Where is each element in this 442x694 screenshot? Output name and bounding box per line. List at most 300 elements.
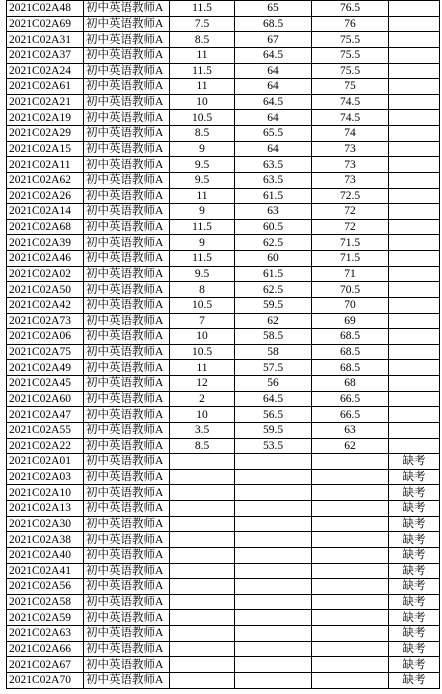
note-cell: 缺考 [389, 594, 440, 610]
score-b-cell: 59.5 [235, 422, 312, 438]
note-cell: 缺考 [389, 516, 440, 532]
table-row [7, 610, 440, 626]
position-cell: 初中英语教师A [84, 63, 170, 79]
score-b-cell: 64 [235, 79, 312, 95]
score-b-cell [235, 454, 312, 470]
score-a-cell [170, 516, 235, 532]
total-score-cell: 71.5 [312, 235, 389, 251]
score-b-cell: 64.5 [235, 391, 312, 407]
position-cell: 初中英语教师A [84, 391, 170, 407]
note-cell [389, 204, 440, 220]
note-cell [389, 1, 440, 17]
score-a-cell: 10 [170, 329, 235, 345]
candidate-id-cell: 2021C02A29 [7, 126, 84, 142]
table-row [7, 547, 440, 563]
candidate-id-cell: 2021C02A58 [7, 594, 84, 610]
score-a-cell [170, 501, 235, 517]
score-a-cell: 2 [170, 391, 235, 407]
score-b-cell [235, 547, 312, 563]
candidate-id-cell: 2021C02A60 [7, 391, 84, 407]
candidate-id-cell: 2021C02A30 [7, 516, 84, 532]
candidate-id-cell: 2021C02A45 [7, 376, 84, 392]
score-a-cell: 7.5 [170, 16, 235, 32]
score-a-cell [170, 563, 235, 579]
score-a-cell [170, 454, 235, 470]
total-score-cell: 68.5 [312, 344, 389, 360]
position-cell: 初中英语教师A [84, 501, 170, 517]
score-a-cell: 9 [170, 141, 235, 157]
total-score-cell: 75.5 [312, 47, 389, 63]
note-cell [389, 172, 440, 188]
score-a-cell: 11.5 [170, 251, 235, 267]
position-cell: 初中英语教师A [84, 313, 170, 329]
total-score-cell: 66.5 [312, 407, 389, 423]
position-cell: 初中英语教师A [84, 454, 170, 470]
total-score-cell [312, 563, 389, 579]
total-score-cell [312, 579, 389, 595]
note-cell: 缺考 [389, 532, 440, 548]
total-score-cell: 70.5 [312, 282, 389, 298]
total-score-cell: 71.5 [312, 251, 389, 267]
table-row [7, 251, 440, 267]
note-cell: 缺考 [389, 501, 440, 517]
candidate-id-cell: 2021C02A66 [7, 641, 84, 657]
note-cell [389, 32, 440, 48]
note-cell [389, 47, 440, 63]
position-cell: 初中英语教师A [84, 641, 170, 657]
total-score-cell: 73 [312, 157, 389, 173]
note-cell [389, 407, 440, 423]
table-row [7, 266, 440, 282]
score-a-cell: 12 [170, 376, 235, 392]
score-a-cell: 9.5 [170, 266, 235, 282]
table-row [7, 672, 440, 688]
score-b-cell [235, 501, 312, 517]
total-score-cell: 74 [312, 126, 389, 142]
position-cell: 初中英语教师A [84, 297, 170, 313]
score-b-cell: 64 [235, 141, 312, 157]
position-cell: 初中英语教师A [84, 532, 170, 548]
note-cell [389, 16, 440, 32]
score-b-cell [235, 532, 312, 548]
table-row [7, 282, 440, 298]
position-cell: 初中英语教师A [84, 407, 170, 423]
total-score-cell: 75 [312, 79, 389, 95]
table-row [7, 532, 440, 548]
table-row [7, 516, 440, 532]
score-b-cell [235, 579, 312, 595]
total-score-cell: 72 [312, 219, 389, 235]
score-b-cell [235, 594, 312, 610]
candidate-id-cell: 2021C02A06 [7, 329, 84, 345]
position-cell: 初中英语教师A [84, 16, 170, 32]
note-cell [389, 235, 440, 251]
table-row [7, 641, 440, 657]
candidate-id-cell: 2021C02A56 [7, 579, 84, 595]
note-cell [389, 282, 440, 298]
candidate-id-cell: 2021C02A61 [7, 79, 84, 95]
score-b-cell: 60.5 [235, 219, 312, 235]
table-row [7, 469, 440, 485]
score-a-cell: 11 [170, 360, 235, 376]
note-cell: 缺考 [389, 454, 440, 470]
candidate-id-cell: 2021C02A67 [7, 657, 84, 673]
position-cell: 初中英语教师A [84, 438, 170, 454]
score-table [6, 0, 440, 689]
score-a-cell [170, 469, 235, 485]
candidate-id-cell: 2021C02A46 [7, 251, 84, 267]
score-a-cell: 8.5 [170, 126, 235, 142]
score-a-cell: 10 [170, 407, 235, 423]
score-b-cell [235, 626, 312, 642]
total-score-cell: 70 [312, 297, 389, 313]
score-b-cell: 68.5 [235, 16, 312, 32]
position-cell: 初中英语教师A [84, 157, 170, 173]
candidate-id-cell: 2021C02A50 [7, 282, 84, 298]
score-b-cell: 58 [235, 344, 312, 360]
total-score-cell [312, 610, 389, 626]
candidate-id-cell: 2021C02A47 [7, 407, 84, 423]
score-b-cell: 67 [235, 32, 312, 48]
table-row [7, 172, 440, 188]
position-cell: 初中英语教师A [84, 219, 170, 235]
total-score-cell [312, 672, 389, 688]
candidate-id-cell: 2021C02A11 [7, 157, 84, 173]
total-score-cell [312, 594, 389, 610]
note-cell [389, 188, 440, 204]
score-b-cell [235, 469, 312, 485]
note-cell [389, 219, 440, 235]
position-cell: 初中英语教师A [84, 579, 170, 595]
position-cell: 初中英语教师A [84, 563, 170, 579]
note-cell [389, 157, 440, 173]
candidate-id-cell: 2021C02A42 [7, 297, 84, 313]
note-cell: 缺考 [389, 547, 440, 563]
note-cell [389, 94, 440, 110]
table-row [7, 501, 440, 517]
note-cell [389, 360, 440, 376]
candidate-id-cell: 2021C02A01 [7, 454, 84, 470]
score-a-cell: 11 [170, 79, 235, 95]
note-cell [389, 63, 440, 79]
position-cell: 初中英语教师A [84, 422, 170, 438]
table-row [7, 110, 440, 126]
candidate-id-cell: 2021C02A02 [7, 266, 84, 282]
candidate-id-cell: 2021C02A69 [7, 16, 84, 32]
position-cell: 初中英语教师A [84, 376, 170, 392]
score-b-cell [235, 485, 312, 501]
candidate-id-cell: 2021C02A24 [7, 63, 84, 79]
candidate-id-cell: 2021C02A31 [7, 32, 84, 48]
table-row [7, 657, 440, 673]
score-b-cell: 64.5 [235, 94, 312, 110]
score-b-cell: 62.5 [235, 235, 312, 251]
total-score-cell: 74.5 [312, 110, 389, 126]
total-score-cell [312, 516, 389, 532]
position-cell: 初中英语教师A [84, 79, 170, 95]
candidate-id-cell: 2021C02A62 [7, 172, 84, 188]
score-b-cell: 63 [235, 204, 312, 220]
note-cell [389, 79, 440, 95]
position-cell: 初中英语教师A [84, 485, 170, 501]
total-score-cell: 72.5 [312, 188, 389, 204]
score-b-cell: 57.5 [235, 360, 312, 376]
candidate-id-cell: 2021C02A22 [7, 438, 84, 454]
note-cell: 缺考 [389, 626, 440, 642]
position-cell: 初中英语教师A [84, 32, 170, 48]
total-score-cell: 63 [312, 422, 389, 438]
total-score-cell: 62 [312, 438, 389, 454]
table-row [7, 485, 440, 501]
score-a-cell: 9 [170, 204, 235, 220]
total-score-cell: 75.5 [312, 63, 389, 79]
position-cell: 初中英语教师A [84, 329, 170, 345]
score-a-cell [170, 579, 235, 595]
score-a-cell [170, 657, 235, 673]
table-row [7, 94, 440, 110]
position-cell: 初中英语教师A [84, 110, 170, 126]
note-cell: 缺考 [389, 610, 440, 626]
score-a-cell: 11.5 [170, 1, 235, 17]
table-row [7, 344, 440, 360]
score-a-cell: 8.5 [170, 32, 235, 48]
note-cell [389, 376, 440, 392]
score-b-cell [235, 610, 312, 626]
candidate-id-cell: 2021C02A13 [7, 501, 84, 517]
score-a-cell: 11.5 [170, 219, 235, 235]
score-b-cell: 59.5 [235, 297, 312, 313]
position-cell: 初中英语教师A [84, 547, 170, 563]
score-b-cell: 63.5 [235, 157, 312, 173]
candidate-id-cell: 2021C02A14 [7, 204, 84, 220]
total-score-cell [312, 547, 389, 563]
score-a-cell: 8.5 [170, 438, 235, 454]
table-row [7, 157, 440, 173]
position-cell: 初中英语教师A [84, 141, 170, 157]
total-score-cell [312, 657, 389, 673]
candidate-id-cell: 2021C02A37 [7, 47, 84, 63]
total-score-cell: 74.5 [312, 94, 389, 110]
position-cell: 初中英语教师A [84, 282, 170, 298]
position-cell: 初中英语教师A [84, 204, 170, 220]
score-table-body [7, 1, 440, 689]
note-cell [389, 422, 440, 438]
position-cell: 初中英语教师A [84, 657, 170, 673]
candidate-id-cell: 2021C02A70 [7, 672, 84, 688]
score-b-cell: 65 [235, 1, 312, 17]
position-cell: 初中英语教师A [84, 235, 170, 251]
candidate-id-cell: 2021C02A39 [7, 235, 84, 251]
table-row [7, 141, 440, 157]
total-score-cell: 68 [312, 376, 389, 392]
note-cell [389, 141, 440, 157]
candidate-id-cell: 2021C02A19 [7, 110, 84, 126]
score-b-cell [235, 657, 312, 673]
position-cell: 初中英语教师A [84, 188, 170, 204]
total-score-cell: 69 [312, 313, 389, 329]
candidate-id-cell: 2021C02A68 [7, 219, 84, 235]
score-b-cell: 61.5 [235, 266, 312, 282]
candidate-id-cell: 2021C02A03 [7, 469, 84, 485]
score-b-cell [235, 641, 312, 657]
score-b-cell: 56 [235, 376, 312, 392]
table-row [7, 360, 440, 376]
candidate-id-cell: 2021C02A48 [7, 1, 84, 17]
score-a-cell: 3.5 [170, 422, 235, 438]
note-cell [389, 344, 440, 360]
position-cell: 初中英语教师A [84, 251, 170, 267]
table-row [7, 329, 440, 345]
candidate-id-cell: 2021C02A40 [7, 547, 84, 563]
score-b-cell: 64 [235, 110, 312, 126]
table-row [7, 219, 440, 235]
table-row [7, 47, 440, 63]
score-a-cell: 10 [170, 94, 235, 110]
note-cell: 缺考 [389, 485, 440, 501]
total-score-cell: 73 [312, 141, 389, 157]
total-score-cell [312, 626, 389, 642]
position-cell: 初中英语教师A [84, 172, 170, 188]
table-row [7, 32, 440, 48]
table-row [7, 407, 440, 423]
total-score-cell [312, 469, 389, 485]
candidate-id-cell: 2021C02A26 [7, 188, 84, 204]
table-row [7, 391, 440, 407]
note-cell [389, 391, 440, 407]
score-b-cell: 62.5 [235, 282, 312, 298]
total-score-cell: 71 [312, 266, 389, 282]
score-b-cell: 53.5 [235, 438, 312, 454]
score-b-cell: 60 [235, 251, 312, 267]
score-b-cell: 62 [235, 313, 312, 329]
total-score-cell: 66.5 [312, 391, 389, 407]
score-a-cell [170, 626, 235, 642]
score-b-cell [235, 563, 312, 579]
score-a-cell [170, 641, 235, 657]
table-row [7, 438, 440, 454]
table-row [7, 626, 440, 642]
score-a-cell [170, 547, 235, 563]
score-b-cell: 61.5 [235, 188, 312, 204]
table-row [7, 563, 440, 579]
position-cell: 初中英语教师A [84, 626, 170, 642]
score-a-cell [170, 610, 235, 626]
note-cell [389, 266, 440, 282]
total-score-cell: 73 [312, 172, 389, 188]
total-score-cell [312, 501, 389, 517]
table-row [7, 63, 440, 79]
candidate-id-cell: 2021C02A10 [7, 485, 84, 501]
position-cell: 初中英语教师A [84, 360, 170, 376]
table-row [7, 376, 440, 392]
score-b-cell: 63.5 [235, 172, 312, 188]
note-cell: 缺考 [389, 672, 440, 688]
position-cell: 初中英语教师A [84, 1, 170, 17]
score-a-cell: 10.5 [170, 297, 235, 313]
table-row [7, 79, 440, 95]
candidate-id-cell: 2021C02A21 [7, 94, 84, 110]
total-score-cell: 75.5 [312, 32, 389, 48]
note-cell: 缺考 [389, 563, 440, 579]
table-row [7, 188, 440, 204]
table-row [7, 204, 440, 220]
score-a-cell [170, 594, 235, 610]
score-a-cell: 8 [170, 282, 235, 298]
candidate-id-cell: 2021C02A75 [7, 344, 84, 360]
total-score-cell [312, 454, 389, 470]
note-cell [389, 313, 440, 329]
score-a-cell: 11 [170, 47, 235, 63]
position-cell: 初中英语教师A [84, 94, 170, 110]
position-cell: 初中英语教师A [84, 672, 170, 688]
note-cell [389, 110, 440, 126]
score-b-cell: 58.5 [235, 329, 312, 345]
candidate-id-cell: 2021C02A49 [7, 360, 84, 376]
total-score-cell: 68.5 [312, 329, 389, 345]
score-b-cell: 65.5 [235, 126, 312, 142]
candidate-id-cell: 2021C02A38 [7, 532, 84, 548]
table-row [7, 126, 440, 142]
candidate-id-cell: 2021C02A73 [7, 313, 84, 329]
total-score-cell [312, 485, 389, 501]
note-cell [389, 251, 440, 267]
position-cell: 初中英语教师A [84, 594, 170, 610]
table-row [7, 579, 440, 595]
score-a-cell: 9.5 [170, 157, 235, 173]
note-cell [389, 297, 440, 313]
table-row [7, 1, 440, 17]
score-a-cell: 11.5 [170, 63, 235, 79]
score-a-cell: 9.5 [170, 172, 235, 188]
total-score-cell: 68.5 [312, 360, 389, 376]
table-row [7, 422, 440, 438]
position-cell: 初中英语教师A [84, 126, 170, 142]
candidate-id-cell: 2021C02A41 [7, 563, 84, 579]
score-a-cell: 9 [170, 235, 235, 251]
position-cell: 初中英语教师A [84, 47, 170, 63]
note-cell [389, 329, 440, 345]
table-row [7, 594, 440, 610]
score-b-cell: 64.5 [235, 47, 312, 63]
score-a-cell: 10.5 [170, 110, 235, 126]
table-row [7, 297, 440, 313]
table-row [7, 313, 440, 329]
score-a-cell [170, 485, 235, 501]
score-a-cell: 11 [170, 188, 235, 204]
total-score-cell: 76.5 [312, 1, 389, 17]
score-b-cell [235, 516, 312, 532]
total-score-cell: 72 [312, 204, 389, 220]
note-cell: 缺考 [389, 641, 440, 657]
candidate-id-cell: 2021C02A15 [7, 141, 84, 157]
total-score-cell: 76 [312, 16, 389, 32]
score-a-cell: 10.5 [170, 344, 235, 360]
note-cell: 缺考 [389, 579, 440, 595]
score-a-cell: 7 [170, 313, 235, 329]
score-a-cell [170, 532, 235, 548]
table-row [7, 16, 440, 32]
position-cell: 初中英语教师A [84, 610, 170, 626]
note-cell [389, 438, 440, 454]
candidate-id-cell: 2021C02A55 [7, 422, 84, 438]
position-cell: 初中英语教师A [84, 344, 170, 360]
note-cell: 缺考 [389, 469, 440, 485]
total-score-cell [312, 532, 389, 548]
position-cell: 初中英语教师A [84, 469, 170, 485]
position-cell: 初中英语教师A [84, 266, 170, 282]
total-score-cell [312, 641, 389, 657]
position-cell: 初中英语教师A [84, 516, 170, 532]
